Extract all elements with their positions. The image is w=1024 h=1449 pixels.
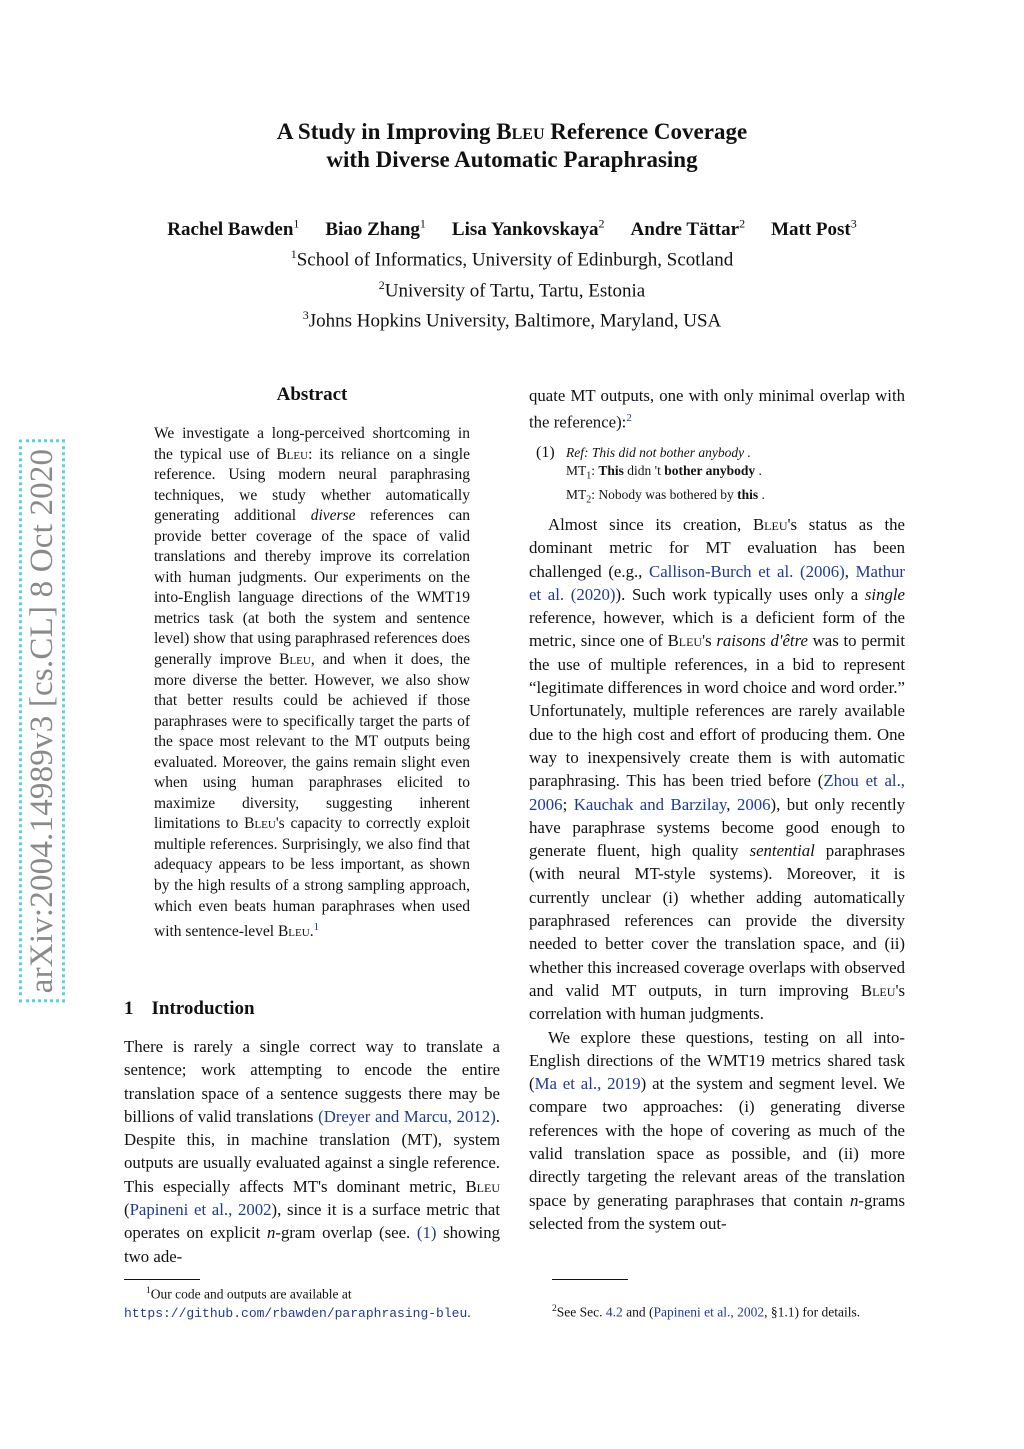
math-n: n <box>850 1190 859 1210</box>
footnote-rule <box>124 1279 200 1280</box>
footnote-marker[interactable]: 2 <box>626 412 632 425</box>
citation-link[interactable]: Kauchak and Barzilay <box>573 794 727 814</box>
bleu-term: Bleu <box>752 515 788 534</box>
citation-link[interactable]: Ma et al., 2019 <box>534 1074 641 1094</box>
bleu-term: Bleu <box>244 815 276 833</box>
right-column-body <box>529 513 905 1235</box>
author: Rachel Bawden$^1$ <box>167 217 300 241</box>
bleu-term: Bleu <box>496 119 545 144</box>
citation-link[interactable]: Papineni et al., 2002 <box>129 1200 272 1220</box>
bleu-term: Bleu <box>860 980 896 1000</box>
citation-year[interactable]: 2006 <box>736 794 771 814</box>
author: Lisa Yankovskaya$^2$ <box>451 217 605 241</box>
abstract-paragraph: We investigate a long-perceived shortcoming in the typical use of Bleu: its reliance on a single reference. Using modern neural paraphrasing techniques, we study whether automatically generating additional diverse references can provide better coverage of the space of valid translations and thereby improve its correlation with human judgments. Our experiments on the into-English language directions of the WMT19 metrics task (at both the system and sentence level) show that using paraphrased references does generally improve Bleu, and when it does, the more diverse the better. However, we also show that better results could be achieved if those paraphrases were to specifically target the parts of the space most relevant to the MT outputs being evaluated. Moreover, the gains remain slight even when using human paraphrases elicited to maximize diversity, suggesting inherent limitations to Bleu's capacity to correctly exploit multiple references. Surprisingly, we also find that adequacy appears to be less important, as shown by the high results of a strong sampling approach, which even beats human paraphrases when used with sentence-level Bleu.$^1$ <box>154 425 470 941</box>
example-reference: Ref: This did not bother anybody . <box>566 445 751 460</box>
author: Matt Post$^3$ <box>771 217 857 241</box>
footnote-1-line: $^1$Our code and outputs are available at <box>146 1286 352 1302</box>
author: Andre Tättar$^2$ <box>630 217 746 241</box>
bleu-term: Bleu <box>276 445 309 463</box>
right-column-top <box>529 384 905 434</box>
author: Biao Zhang$^1$ <box>325 217 426 241</box>
body-paragraph: Almost since its creation, Bleu's status as the dominant metric for MT evaluation has been challenged (e.g., Callison-Burch et al. (2006), Mathur et al. (2020)). Such work typically uses only a single reference, however, which is a deficient form of the metric, since one of Bleu's raisons d'être was to permit the use of multiple references, in a bid to represent “legitimate differences in word choice and word order.” Unfortunately, multiple references are rarely available due to the high cost and effort of producing them. One way to inexpensively create them is with automatic paraphrasing. This has been tried before (Zhou et al., 2006; Kauchak and Barzilay, 2006), but only recently have paraphrase systems become good enough to generate fluent, high quality sentential paraphrases (with neural MT-style systems). Moreover, it is currently unclear (i) whether adding automatically paraphrased references can provide the diversity needed to better cover the translation space, and (ii) whether this increased coverage overlaps with observed and valid MT outputs, in turn improving Bleu's correlation with human judgments. <box>529 515 906 1024</box>
math-n: n <box>266 1223 276 1243</box>
intro-paragraph: There is rarely a single correct way to translate a sentence; work attempting to encode the entire translation space of a sentence suggests there may be billions of valid translations (Dreyer and Marcu, 2012). Despite this, in machine translation (MT), system outputs are usually evaluated against a single reference. This especially affects MT's dominant metric, Bleu (Papineni et al., 2002), since it is a surface metric that operates on explicit n-gram overlap (see. (1) showing two ade- <box>124 1037 501 1266</box>
example-lines <box>566 444 765 509</box>
emphasis: single <box>864 584 905 604</box>
arxiv-stamp <box>20 426 64 1016</box>
paper-title <box>0 118 1024 174</box>
affiliation: $^1$School of Informatics, University of Edinburgh, Scotland <box>290 247 734 271</box>
bleu-term: Bleu <box>277 923 310 941</box>
bleu-term: Bleu <box>279 651 311 669</box>
example-mt1: $MT_1$: This didn 't bother anybody . <box>566 463 762 482</box>
bleu-term: Bleu <box>465 1176 500 1196</box>
citation-link[interactable]: Mathur et al. <box>529 561 905 604</box>
section-link[interactable]: 4.2 <box>605 1304 623 1320</box>
citation-year[interactable]: (2006) <box>799 561 845 581</box>
citation-link[interactable]: (Dreyer and Marcu, 2012) <box>318 1106 496 1126</box>
body-paragraph: We explore these questions, testing on all into-English directions of the WMT19 metrics shared task (Ma et al., 2019) at the system and segment level. We compare two approaches: (i) generating diverse references with the hope of covering as much of the valid translation space as possible, and (ii) more directly targeting the relevant areas of the translation space by generating paraphrases that contain n-grams selected from the system out- <box>529 1027 905 1233</box>
citation-link[interactable]: Zhou et al., 2006 <box>529 771 905 814</box>
affiliation: $^2$University of Tartu, Tartu, Estonia <box>378 277 646 301</box>
example-mt2: $MT_2$: Nobody was bothered by this . <box>566 486 765 506</box>
author-names <box>0 212 1024 242</box>
example-ref-link[interactable]: (1) <box>416 1223 437 1243</box>
citation-link[interactable]: Papineni et al., 2002 <box>653 1304 765 1320</box>
citation-link[interactable]: Callison-Burch et al. <box>649 561 794 581</box>
footnote-1-url-line: https://github.com/rbawden/paraphrasing-bleu. <box>124 1304 471 1321</box>
title-line-2: with Diverse Automatic Paraphrasing <box>326 147 698 172</box>
title-line-1: A Study in Improving Bleu Reference Coverage <box>276 119 748 144</box>
footnote-1 <box>124 1282 504 1323</box>
abstract-body <box>154 424 470 943</box>
example-number: (1) <box>536 444 555 461</box>
emphasis: diverse <box>310 507 356 525</box>
footnote-2: $^2$See Sec. 4.2 and (Papineni et al., 2002, §1.1) for details. <box>552 1304 861 1320</box>
emphasis: sentential <box>749 841 815 861</box>
citation-year[interactable]: (2020) <box>570 584 616 604</box>
paragraph-continuation: quate MT outputs, one with only minimal overlap with the reference):$^2$ <box>529 386 905 432</box>
intro-body <box>124 1035 500 1268</box>
author-block <box>0 212 1024 333</box>
footnote-marker[interactable]: 1 <box>313 921 320 934</box>
arxiv-identifier[interactable]: arXiv:2004.14989v3 [cs.CL] 8 Oct 2020 <box>19 440 65 1003</box>
emphasis: raisons d'être <box>716 631 808 651</box>
footnote-rule <box>552 1279 628 1280</box>
abstract-heading: Abstract <box>276 384 348 405</box>
bleu-term: Bleu <box>667 631 703 651</box>
affiliation: $^3$Johns Hopkins University, Baltimore, Maryland, USA <box>302 307 722 332</box>
repository-link[interactable]: https://github.com/rbawden/paraphrasing-bleu <box>124 1305 468 1321</box>
section-heading: 1 Introduction <box>124 998 255 1019</box>
